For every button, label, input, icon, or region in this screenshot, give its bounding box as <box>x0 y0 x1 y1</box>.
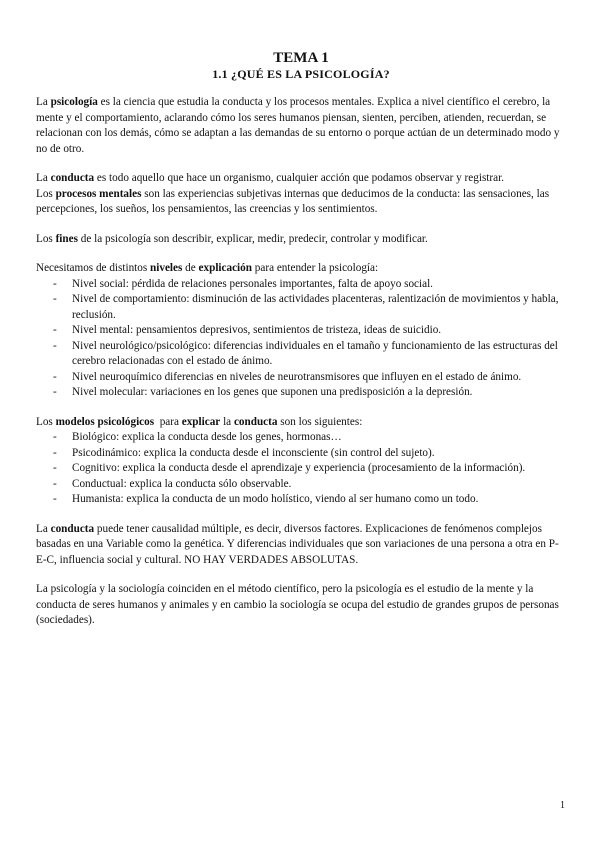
list-item <box>36 323 566 339</box>
paragraph-modelos <box>36 415 566 431</box>
paragraph-procesos-mentales <box>36 187 566 218</box>
dash-marker: - <box>53 462 57 474</box>
bold-term: niveles <box>150 262 183 274</box>
text: puede tener causalidad múltiple, es decir, diversos factores. Explicaciones de fenómenos complejos basadas en una Variable como la genética. Y diferencias individuales que son variaciones de una persona a otra en P-E-C, influencia social y cultural. NO HAY VERDADES ABSOLUTAS. <box>36 522 559 566</box>
text: La <box>36 522 51 535</box>
text: son las experiencias subjetivas internas que deducimos de la conducta: las sensaciones, las percepciones, los sueños, los pensamientos, las creencias y los sentimientos. <box>36 187 550 215</box>
dash-marker: - <box>53 431 57 443</box>
list-item-text: Nivel neuroquímico diferencias en niveles de neurotransmisores que influyen en el estado de ánimo. <box>72 370 522 383</box>
list-item <box>36 446 566 462</box>
list-item-text: Biológico: explica la conducta desde los genes, hormonas… <box>72 431 342 443</box>
list-item-text: Cognitivo: explica la conducta desde el aprendizaje y experiencia (procesamiento de la información). <box>72 462 526 474</box>
dash-marker: - <box>53 293 57 305</box>
dash-marker: - <box>53 386 57 398</box>
list-item <box>36 292 566 323</box>
list-item <box>36 370 566 386</box>
list-item-text: Psicodinámico: explica la conducta desde el inconsciente (sin control del sujeto). <box>72 446 435 459</box>
text: es la ciencia que estudia la conducta y los procesos mentales. Explica a nivel científico el cerebro, la mente y el comportamiento, aclarando cómo los seres humanos piensan, sienten, perciben, atienden, recuerdan, se relacionan con los demás, cómo se adaptan a las demandas de su entorno o porque actúan de un determinado modo y no de otro. <box>36 96 560 155</box>
list-item-text: Conductual: explica la conducta sólo observable. <box>72 477 292 490</box>
text: Los <box>36 415 56 428</box>
paragraph-conducta <box>36 171 566 187</box>
text: Los <box>36 232 56 245</box>
list-item <box>36 430 566 446</box>
list-item <box>36 339 566 370</box>
modelos-list <box>36 430 566 508</box>
list-item-text: Nivel de comportamiento: disminución de las actividades placenteras, ralentización de movimientos y habla, reclusión. <box>72 293 559 321</box>
dash-marker: - <box>53 493 57 505</box>
list-item-text: Nivel neurológico/psicológico: diferencias individuales en el tamaño y funcionamiento de las estructuras del cerebro relacionadas con el estado de ánimo. <box>72 339 558 367</box>
dash-marker: - <box>53 370 57 383</box>
dash-marker: - <box>53 277 57 290</box>
list-item <box>36 385 566 401</box>
document-page <box>36 50 566 629</box>
dash-marker: - <box>53 324 57 336</box>
section-heading: 1.1 ¿QUÉ ES LA PSICOLOGÍA? <box>212 67 390 81</box>
page-title: TEMA 1 <box>273 50 329 66</box>
text: de la psicología son describir, explicar, medir, predecir, controlar y modificar. <box>77 232 428 245</box>
text: para <box>154 415 182 428</box>
bold-term: modelos psicológicos <box>55 415 155 428</box>
bold-term: conducta <box>50 172 95 184</box>
text: para entender la psicología: <box>251 262 379 274</box>
text: la <box>220 415 234 428</box>
bold-term: conducta <box>233 415 278 428</box>
bold-term: procesos mentales <box>55 187 142 200</box>
list-item-text: Humanista: explica la conducta de un modo holístico, viendo al ser humano como un todo. <box>72 493 479 505</box>
bold-term: explicar <box>181 415 221 428</box>
dash-marker: - <box>53 339 57 352</box>
list-item <box>36 277 566 293</box>
text: son los siguientes: <box>277 415 363 428</box>
text: Los <box>36 187 56 200</box>
text: La <box>36 172 51 184</box>
dash-marker: - <box>53 477 57 490</box>
list-item-text: Nivel molecular: variaciones en los genes que suponen una predisposición a la depresión. <box>72 386 473 398</box>
bold-term: psicología <box>50 96 98 108</box>
paragraph-fines <box>36 232 566 248</box>
paragraph-niveles <box>36 261 566 277</box>
text: de <box>182 262 199 274</box>
bold-term: conducta <box>50 522 95 535</box>
paragraph-causalidad <box>36 522 566 569</box>
list-item <box>36 492 566 508</box>
bold-term: explicación <box>198 262 252 274</box>
text: es todo aquello que hace un organismo, cualquier acción que podamos observar y registrar. <box>94 172 504 184</box>
text: La <box>36 96 51 108</box>
niveles-list <box>36 277 566 401</box>
list-item <box>36 461 566 477</box>
list-item <box>36 477 566 493</box>
paragraph-sociologia: La psicología y la sociología coinciden en el método científico, pero la psicología es el estudio de la mente y la conducta de seres humanos y animales y en cambio la sociología se ocupa del estudio de grandes grupos de personas (sociedades). <box>36 583 559 626</box>
text: Necesitamos de distintos <box>36 262 151 274</box>
list-item-text: Nivel mental: pensamientos depresivos, sentimientos de tristeza, ideas de suicidio. <box>72 324 442 336</box>
bold-term: fines <box>55 232 78 245</box>
page-number: 1 <box>560 800 565 811</box>
dash-marker: - <box>53 446 57 459</box>
list-item-text: Nivel social: pérdida de relaciones personales importantes, falta de apoyo social. <box>72 277 433 290</box>
paragraph-definition <box>36 95 566 157</box>
